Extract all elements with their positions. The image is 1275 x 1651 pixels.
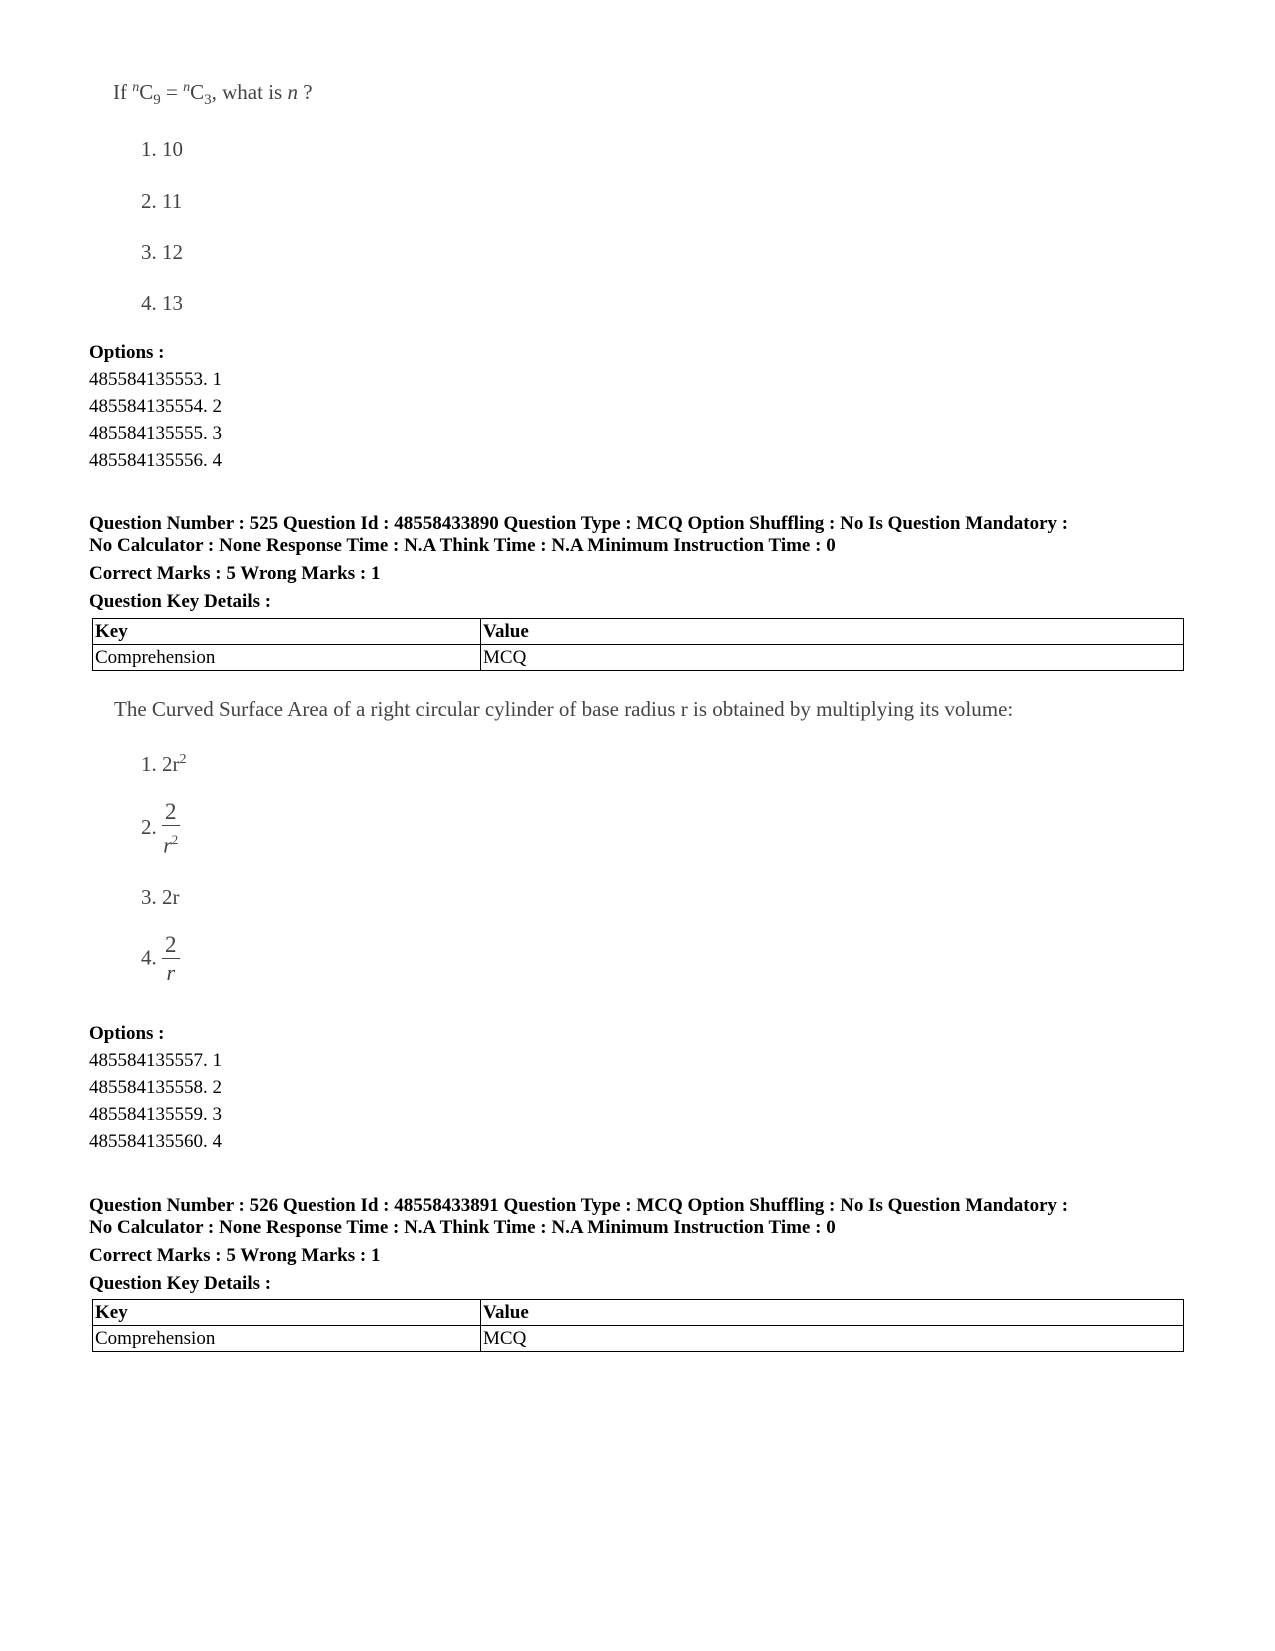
key-details-table bbox=[92, 618, 1184, 671]
choice-1: 1. $2r^2$ bbox=[141, 752, 187, 776]
marks-line: Correct Marks : 5 Wrong Marks : 1 bbox=[89, 1245, 381, 1266]
choice-4: 4. 13 bbox=[141, 291, 183, 315]
table-header-row bbox=[93, 1300, 1184, 1326]
choice-3: 3. 12 bbox=[141, 240, 183, 264]
choice-2: 2. 11 bbox=[141, 189, 183, 213]
value-cell: MCQ bbox=[481, 645, 1184, 671]
option-id: 485584135558. 2 bbox=[89, 1077, 222, 1098]
choice-3: 3. 2r bbox=[141, 885, 180, 909]
table-row bbox=[93, 645, 1184, 671]
header-line-2: No Calculator : None Response Time : N.A Think Time : N.A Minimum Instruction Time : 0 bbox=[89, 1217, 836, 1238]
key-cell: Comprehension bbox=[93, 1326, 481, 1352]
question-stem-525: The Curved Surface Area of a right circular cylinder of base radius r is obtained by multiplying its volume: bbox=[114, 697, 1014, 721]
question-header-526 bbox=[89, 1195, 1199, 1239]
options-label: Options : bbox=[89, 1023, 165, 1044]
option-id: 485584135555. 3 bbox=[89, 423, 222, 444]
option-id: 485584135557. 1 bbox=[89, 1050, 222, 1071]
key-details-label: Question Key Details : bbox=[89, 1273, 272, 1294]
fraction: $\frac{2}{r^2}$ bbox=[163, 799, 179, 858]
fraction: $\frac{2}{r}$ bbox=[162, 932, 180, 987]
table-row bbox=[93, 1326, 1184, 1352]
header-line-1: Question Number : 526 Question Id : 48558433891 Question Type : MCQ Option Shuffling : No Is Question Mandatory : bbox=[89, 1195, 1069, 1216]
question-header-525 bbox=[89, 513, 1199, 557]
key-details-label: Question Key Details : bbox=[89, 591, 272, 612]
key-cell: Comprehension bbox=[93, 645, 481, 671]
value-cell: MCQ bbox=[481, 1326, 1184, 1352]
value-header: Value bbox=[481, 619, 1184, 645]
header-line-1: Question Number : 525 Question Id : 48558433890 Question Type : MCQ Option Shuffling : No Is Question Mandatory : bbox=[89, 513, 1069, 534]
key-details-table bbox=[92, 1299, 1184, 1352]
key-header: Key bbox=[93, 619, 481, 645]
marks-line: Correct Marks : 5 Wrong Marks : 1 bbox=[89, 563, 381, 584]
choice-2: 2. $\frac{2}{r^2}$ bbox=[141, 799, 179, 858]
option-id: 485584135556. 4 bbox=[89, 450, 222, 471]
header-line-2: No Calculator : None Response Time : N.A Think Time : N.A Minimum Instruction Time : 0 bbox=[89, 535, 836, 556]
question-stem-524: If $^nC_9 = ^nC_3$, what is n ? bbox=[113, 80, 313, 109]
option-id: 485584135553. 1 bbox=[89, 369, 222, 390]
option-id: 485584135554. 2 bbox=[89, 396, 222, 417]
table-header-row bbox=[93, 619, 1184, 645]
option-id: 485584135559. 3 bbox=[89, 1104, 222, 1125]
option-id: 485584135560. 4 bbox=[89, 1131, 222, 1152]
value-header: Value bbox=[481, 1300, 1184, 1326]
choice-1: 1. 10 bbox=[141, 137, 183, 161]
key-header: Key bbox=[93, 1300, 481, 1326]
choice-4: 4. $\frac{2}{r}$ bbox=[141, 932, 180, 987]
options-label: Options : bbox=[89, 342, 165, 363]
